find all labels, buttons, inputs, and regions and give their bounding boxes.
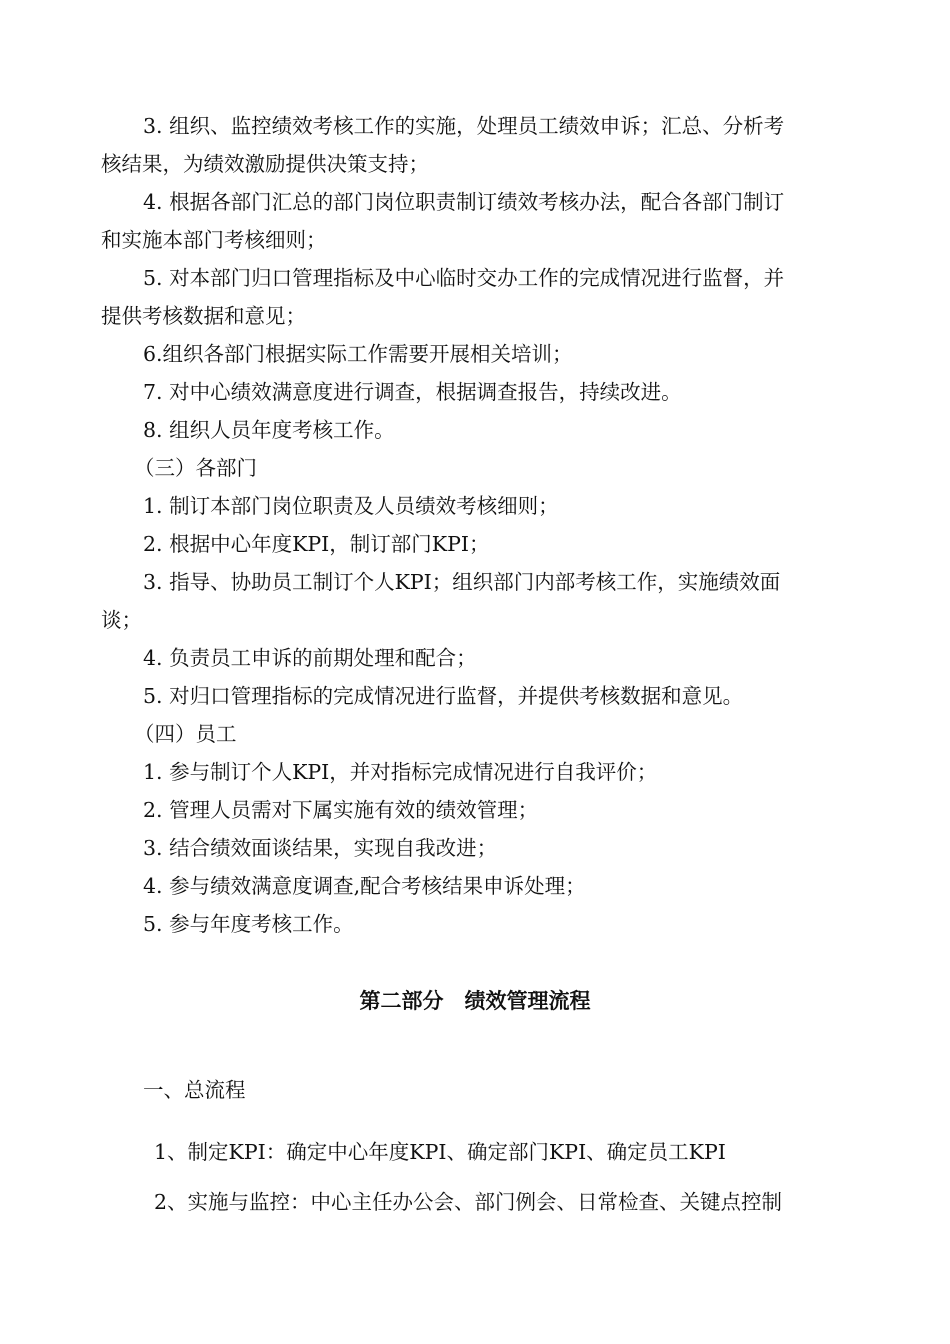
item-3-line-2: 核结果，为绩效激励提供决策支持； bbox=[101, 152, 429, 176]
part-2-subheading: 一、总流程 bbox=[143, 1078, 246, 1102]
flow-item-2: 2、实施与监控：中心主任办公会、部门例会、日常检查、关键点控制 bbox=[154, 1190, 783, 1214]
item-4-line-2: 和实施本部门考核细则； bbox=[101, 228, 327, 252]
section-3-item-3-line-2: 谈； bbox=[101, 608, 142, 632]
section-4-item-1: 1. 参与制订个人KPI，并对指标完成情况进行自我评价； bbox=[143, 760, 658, 784]
section-3-heading: （三）各部门 bbox=[134, 456, 257, 480]
section-4-item-3: 3. 结合绩效面谈结果，实现自我改进； bbox=[143, 836, 498, 860]
section-3-item-5: 5. 对归口管理指标的完成情况进行监督，并提供考核数据和意见。 bbox=[143, 684, 744, 708]
item-5-line-2: 提供考核数据和意见； bbox=[101, 304, 306, 328]
section-3-item-1: 1. 制订本部门岗位职责及人员绩效考核细则； bbox=[143, 494, 559, 518]
section-4-item-2: 2. 管理人员需对下属实施有效的绩效管理； bbox=[143, 798, 539, 822]
section-4-item-4: 4. 参与绩效满意度调查,配合考核结果申诉处理； bbox=[143, 874, 586, 898]
item-3-line-1: 3. 组织、监控绩效考核工作的实施，处理员工绩效申诉；汇总、分析考 bbox=[143, 114, 785, 138]
item-4-line-1: 4. 根据各部门汇总的部门岗位职责制订绩效考核办法，配合各部门制订 bbox=[143, 190, 785, 214]
section-4-item-5: 5. 参与年度考核工作。 bbox=[143, 912, 354, 936]
section-4-heading: （四）员工 bbox=[134, 722, 237, 746]
section-3-item-2: 2. 根据中心年度KPI，制订部门KPI； bbox=[143, 532, 490, 556]
item-7: 7. 对中心绩效满意度进行调查，根据调查报告，持续改进。 bbox=[143, 380, 682, 404]
item-6: 6.组织各部门根据实际工作需要开展相关培训； bbox=[143, 342, 573, 366]
part-2-title: 第二部分 绩效管理流程 bbox=[359, 989, 591, 1013]
item-5-line-1: 5. 对本部门归口管理指标及中心临时交办工作的完成情况进行监督，并 bbox=[143, 266, 785, 290]
item-8: 8. 组织人员年度考核工作。 bbox=[143, 418, 395, 442]
flow-item-1: 1、制定KPI：确定中心年度KPI、确定部门KPI、确定员工KPI bbox=[154, 1140, 726, 1164]
section-3-item-3-line-1: 3. 指导、协助员工制订个人KPI；组织部门内部考核工作，实施绩效面 bbox=[143, 570, 781, 594]
section-3-item-4: 4. 负责员工申诉的前期处理和配合； bbox=[143, 646, 477, 670]
